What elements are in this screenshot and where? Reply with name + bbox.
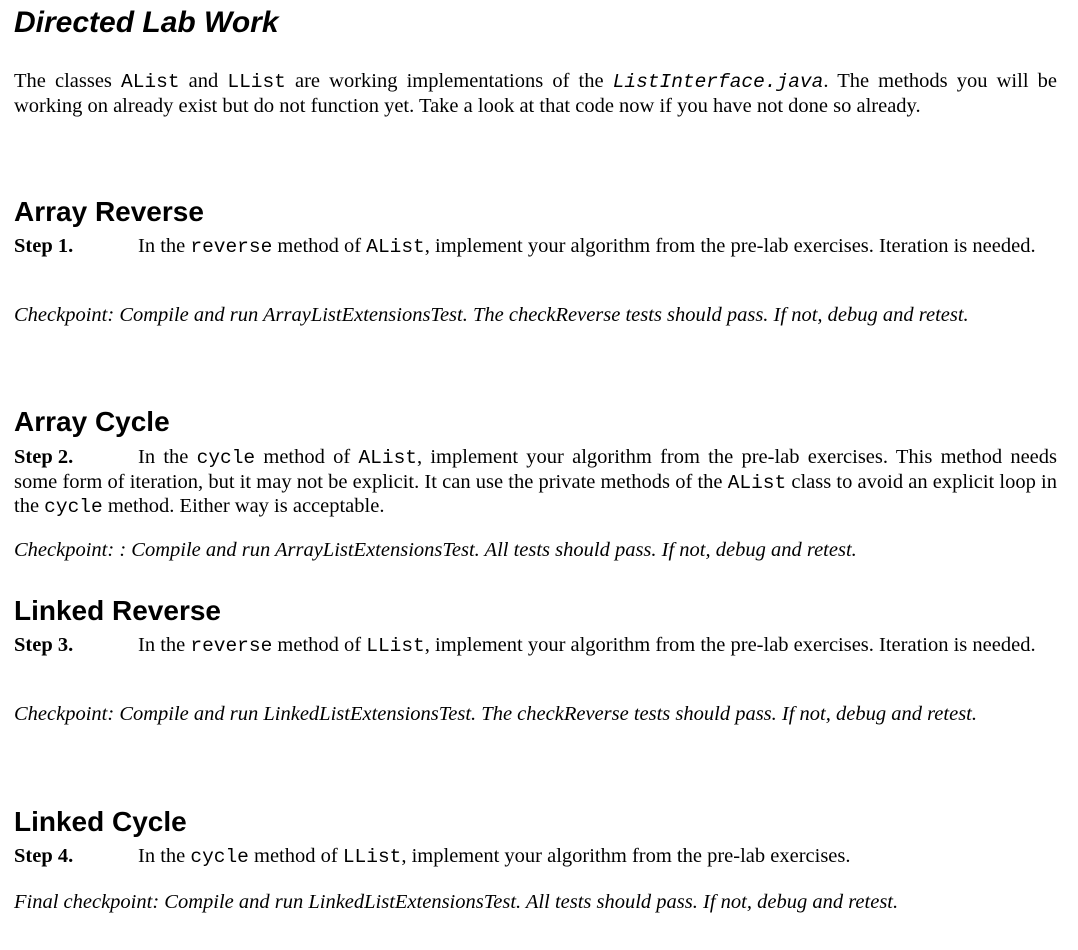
checkpoint-1: Checkpoint: Compile and run ArrayListExtensionsTest. The checkReverse tests should pass. If not, debug and retest.	[14, 304, 969, 326]
code-llist: LList	[227, 71, 286, 93]
step-label: Step 2.	[14, 446, 74, 468]
section-heading-linked-cycle: Linked Cycle	[14, 806, 187, 837]
intro-text: The classes	[14, 70, 122, 92]
code-alist: AList	[121, 71, 180, 93]
code-llist: LList	[342, 846, 402, 868]
step-text: method. Either way is acceptable.	[102, 495, 385, 517]
code-cycle: cycle	[44, 496, 103, 518]
intro-text: and	[179, 70, 228, 92]
intro-text: are working implementations of the	[285, 70, 613, 92]
code-alist: AList	[727, 471, 787, 494]
step-label: Step 4.	[14, 845, 74, 867]
intro-text: . The methods you will be working on already exist but do not function yet. Take a look at that code now if you have not done so already.	[14, 70, 1057, 117]
step-text: In the	[138, 446, 197, 468]
step-1-paragraph	[14, 235, 1057, 260]
code-cycle: cycle	[190, 846, 249, 868]
step-text: , implement your algorithm from the pre-lab exercises.	[401, 845, 851, 867]
step-label: Step 1.	[14, 235, 74, 257]
checkpoint-2: Checkpoint: : Compile and run ArrayListExtensionsTest. All tests should pass. If not, debug and retest.	[14, 539, 857, 561]
step-text: method of	[272, 235, 367, 257]
code-alist: AList	[366, 236, 425, 258]
section-heading-linked-reverse: Linked Reverse	[14, 595, 221, 626]
code-reverse: reverse	[190, 236, 273, 258]
section-heading-array-reverse: Array Reverse	[14, 196, 204, 227]
code-list-interface: ListInterface.java	[612, 71, 824, 93]
code-reverse: reverse	[190, 635, 273, 657]
step-text: method of	[272, 634, 367, 656]
step-text: class to avoid an explicit loop in the	[14, 470, 1057, 517]
step-text: In the	[138, 235, 191, 257]
code-llist: LList	[366, 635, 425, 657]
document-title: Directed Lab Work	[14, 6, 279, 39]
section-heading-array-cycle: Array Cycle	[14, 406, 170, 437]
step-text: In the	[138, 845, 191, 867]
step-text: , implement your algorithm from the pre-lab exercises. Iteration is needed.	[424, 634, 1036, 656]
code-cycle: cycle	[196, 447, 256, 469]
checkpoint-3: Checkpoint: Compile and run LinkedListExtensionsTest. The checkReverse tests should pass. If not, debug and retest.	[14, 703, 977, 725]
step-label: Step 3.	[14, 634, 74, 656]
step-4-paragraph	[14, 845, 1057, 870]
checkpoint-4: Final checkpoint: Compile and run LinkedListExtensionsTest. All tests should pass. If not, debug and retest.	[14, 891, 899, 913]
intro-paragraph	[14, 70, 1057, 118]
step-text: , implement your algorithm from the pre-lab exercises. Iteration is needed.	[424, 235, 1036, 257]
step-text: , implement your algorithm from the pre-lab exercises. This method needs some form of iteration, but it may not be explicit. It can use the private methods of the	[14, 446, 1057, 493]
step-2-paragraph	[14, 446, 1057, 520]
code-alist: AList	[358, 447, 417, 469]
step-3-paragraph	[14, 634, 1057, 659]
step-text: method of	[248, 845, 343, 867]
step-text: method of	[255, 446, 359, 468]
step-text: In the	[138, 634, 191, 656]
